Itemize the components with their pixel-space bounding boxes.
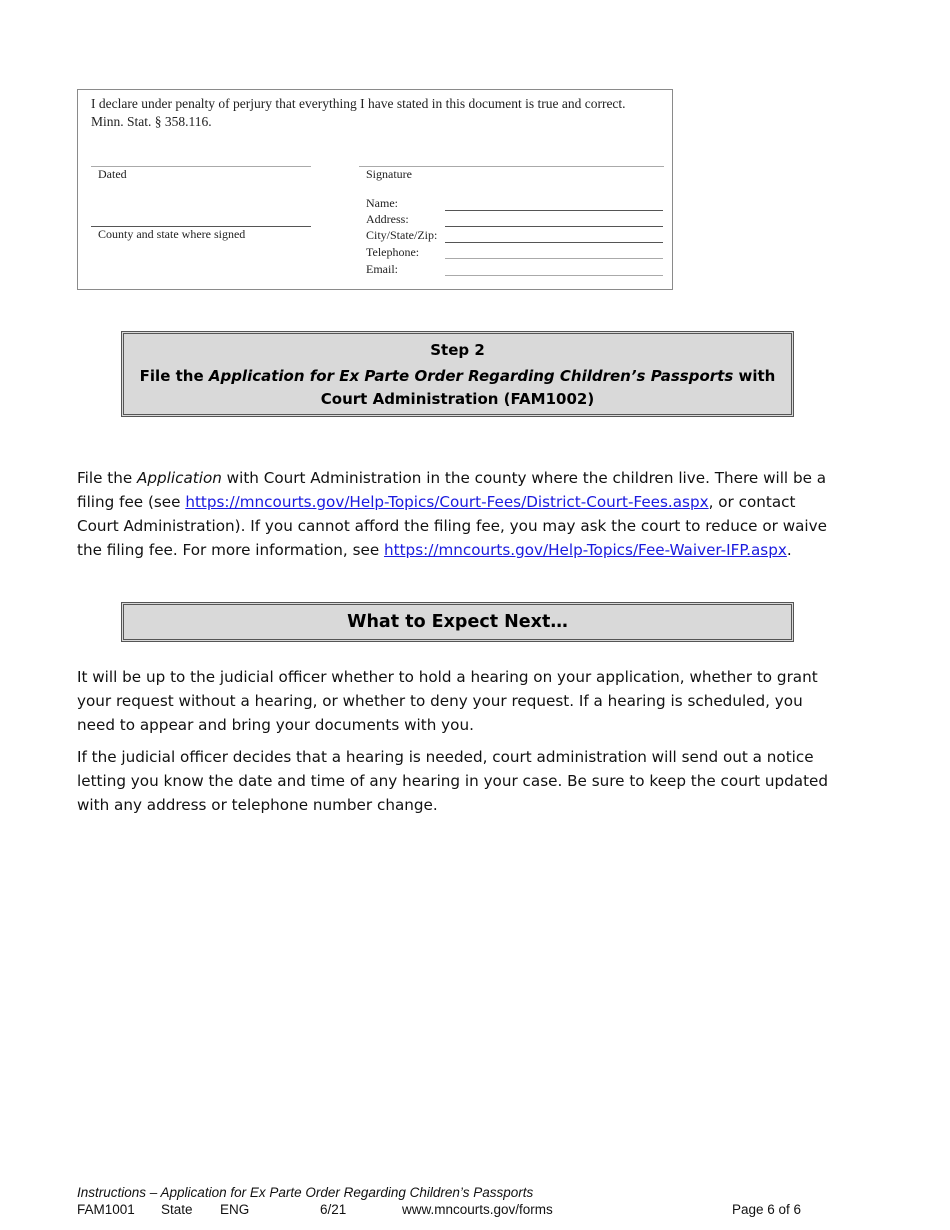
footer-date: 6/21	[320, 1202, 347, 1217]
footer	[77, 1185, 857, 1225]
footer-title: Instructions – Application for Ex Parte Order Regarding Children’s Passports	[77, 1185, 534, 1200]
footer-state: State	[161, 1202, 193, 1217]
city-state-zip-line	[445, 242, 663, 243]
dated-label: Dated	[98, 167, 127, 181]
address-line	[445, 226, 663, 227]
step2-subtitle: File the Application for Ex Parte Order Regarding Children’s Passports with Court Administration (FAM1002)	[139, 367, 776, 408]
footer-language: ENG	[220, 1202, 250, 1217]
county-label: County and state where signed	[98, 227, 246, 241]
hearing-decision-paragraph: It will be up to the judicial officer whether to hold a hearing on your application, whether to grant your request without a hearing, or whether to deny your request. If a hearing is scheduled, you need to appear and bring your documents with you.	[77, 668, 818, 734]
step2-title: Step 2	[430, 341, 485, 359]
telephone-line	[445, 258, 663, 259]
name-label: Name:	[366, 196, 398, 210]
step2-banner	[121, 331, 794, 417]
email-label: Email:	[366, 262, 398, 276]
hearing-notice-paragraph: If the judicial officer decides that a hearing is needed, court administration will send out a notice letting you know the date and time of any hearing in your case. Be sure to keep the court updated with any address or telephone number change.	[77, 748, 829, 814]
footer-page-number: Page 6 of 6	[732, 1202, 802, 1217]
declaration-text: I declare under penalty of perjury that everything I have stated in this document is true and correct. Minn. Stat. § 358.116.	[91, 96, 626, 129]
city-state-zip-label: City/State/Zip:	[366, 228, 438, 242]
signature-label: Signature	[366, 167, 412, 181]
footer-url: www.mncourts.gov/forms	[402, 1202, 553, 1217]
what-to-expect-banner	[121, 602, 794, 642]
telephone-label: Telephone:	[366, 245, 420, 259]
email-line	[445, 275, 663, 276]
address-label: Address:	[366, 212, 409, 226]
declaration-box	[77, 89, 673, 290]
fee-waiver-link[interactable]: https://mncourts.gov/Help-Topics/Fee-Waiver-IFP.aspx	[384, 541, 787, 559]
filing-paragraph: File the Application with Court Administration in the county where the children live. There will be a filing fee (see https://mncourts.gov/Help-Topics/Court-Fees/District-Court-Fees.aspx, or contact Court Administration). If you cannot afford the filing fee, you may ask the court to reduce or waive the filing fee. For more information, see https://mncourts.gov/Help-Topics/Fee-Waiver-IFP.aspx.	[77, 469, 827, 559]
what-to-expect-title: What to Expect Next…	[347, 612, 568, 632]
court-fees-link[interactable]: https://mncourts.gov/Help-Topics/Court-Fees/District-Court-Fees.aspx	[185, 493, 709, 511]
footer-form-number: FAM1001	[77, 1202, 135, 1217]
name-line	[445, 210, 663, 211]
